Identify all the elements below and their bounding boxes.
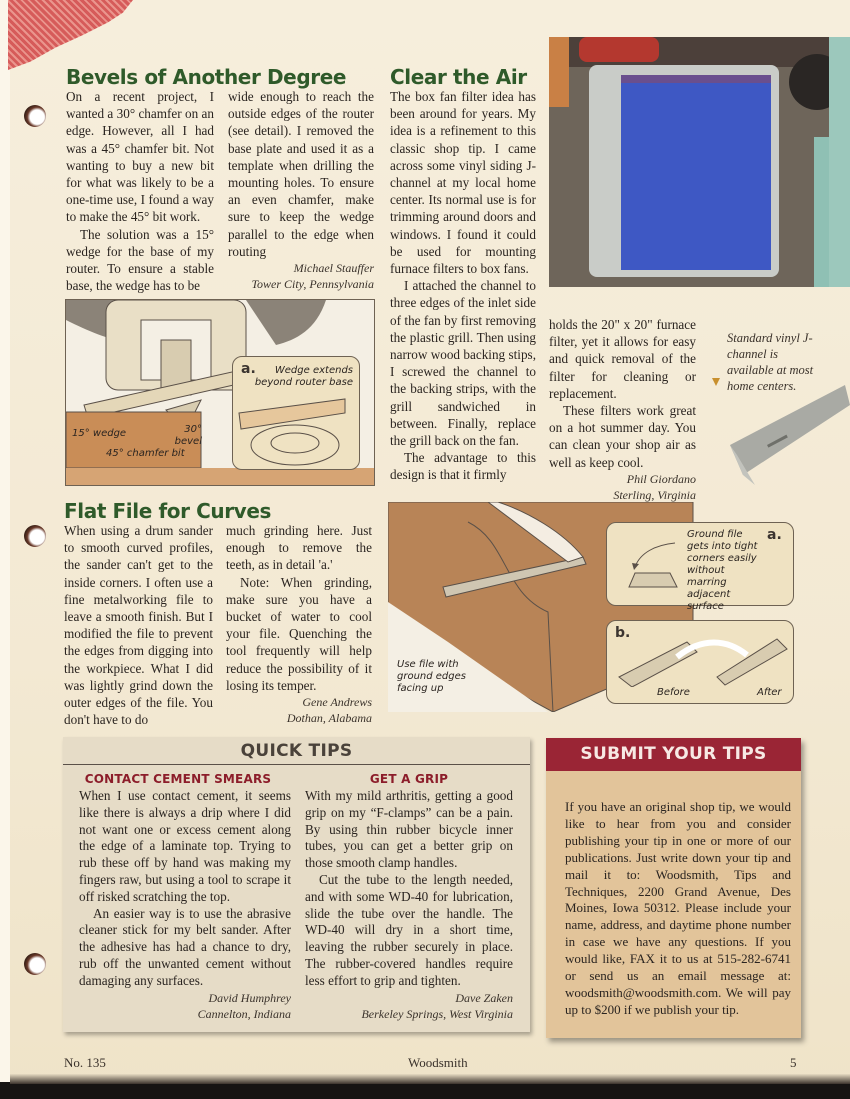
article-title-air: Clear the Air (390, 65, 527, 89)
label-30-bevel: 30° bevel (174, 424, 202, 447)
paragraph: An easier way is to use the abrasive cleaner stick for my belt sander. After the adhesive has had a chance to dry, rub off the unwanted cement without damaging any surfaces. (79, 905, 291, 988)
box-fan-image-icon (549, 37, 850, 287)
detail-letter: b. (615, 625, 631, 641)
bevels-column-1 (66, 88, 214, 294)
label-before: Before (657, 687, 690, 698)
detail-letter: a. (767, 527, 782, 543)
j-channel-photo (725, 375, 850, 490)
quick-tips-heading: QUICK TIPS (63, 737, 530, 765)
quick-tips-box (63, 737, 530, 1032)
page-edge (0, 0, 10, 1099)
detail-a-label: Ground file gets into tight corners easily without marring adjacent surface (687, 529, 758, 612)
label-15-wedge: 15° wedge (72, 428, 127, 439)
paragraph: holds the 20" x 20" furnace filter, yet it allows for easy and quick removal of the filter for cleaning or replacement. (549, 317, 696, 401)
file-column-2 (226, 522, 372, 726)
tip-title: GET A GRIP (369, 772, 449, 786)
paragraph: The solution was a 15° wedge for the base of my router. To ensure a stable base, the wedge has to be (66, 226, 214, 294)
paragraph: I attached the channel to three edges of the inlet side of the fan by first removing the plastic grill. Then using narrow wood backing stips, I screwed the channel to the backing strips, with the grill sandwiched in between. Finally, replace the grill back on the fan. (390, 278, 536, 449)
detail-letter: a. (241, 361, 256, 377)
article-title-bevels: Bevels of Another Degree (66, 65, 347, 89)
file-column-1 (64, 522, 213, 728)
page-number: 5 (790, 1055, 797, 1070)
label-45-chamfer-bit: 45° chamfer bit (106, 448, 185, 459)
paragraph: On a recent project, I wanted a 30° chamfer on an edge. However, all I had was a 45° chamfer bit. Not wanting to buy a new bit for what was likely to be a one-time use, I found a way to make the 45° bit work. (66, 89, 214, 225)
paragraph: These filters work great on a hot summer day. You can clean your shop air as well as keep cool. (549, 403, 696, 470)
label-use-file: Use file with ground edges facing up (397, 659, 466, 694)
router-base-drawing-icon (233, 357, 359, 469)
paragraph: When using a drum sander to smooth curved profiles, the sander can't get to the inside corners. I often use a fine metalworking file to leave a smooth finish. But I modified the file to prevent the edges from digging into the workpiece. What I did was lightly grind down the outer edges of the file. You don't have to do (64, 523, 213, 728)
author-location: Dothan, Alabama (286, 711, 372, 726)
paragraph: much grinding here. Just enough to remove the teeth, as in detail 'a.' (226, 523, 372, 573)
author-name: Michael Stauffer (293, 261, 374, 276)
j-channel-caption: Standard vinyl J-channel is available at most home centers. (727, 331, 814, 393)
author-name: Dave Zaken (455, 990, 513, 1005)
paragraph: With my mild arthritis, getting a good grip on my “F-clamps” can be a pain. By using thin rubber bicycle inner tubes, you can get a better grip on those smooth clamp handles. (305, 788, 513, 871)
router-wedge-illustration (65, 299, 375, 486)
paragraph: The advantage to this design is that it firmly (390, 450, 536, 483)
red-netting-decoration (8, 0, 133, 70)
author-name: David Humphrey (208, 990, 291, 1005)
paragraph: wide enough to reach the outside edges of the router (see detail). I removed the base plate and used it as a template when drilling the mounting holes. To ensure an even chamfer, make sure to keep the wedge parallel to the edge when routing (228, 89, 374, 259)
detail-a-box (606, 522, 794, 612)
ground-file-profile-icon (615, 533, 695, 603)
submit-tips-body: If you have an original shop tip, we would like to hear from you and consider publishing your tip in one or more of our publications. Just write down your tip and mail it to: Woodsmith, Tips and Techniques, 2200 Grand Avenue, Des Moines, Iowa 50312. Please include your name, address, and daytime phone number in case we have any questions. If you would like, FAX it to us at 515-282-6741 or send us an email message at: woodsmith@woodsmith.com. We will pay up to $200 if we publish your tip. (565, 799, 791, 1017)
issue-number: No. 135 (64, 1055, 106, 1070)
caption-marker-icon (712, 378, 720, 386)
tip-contact-cement (79, 788, 291, 1022)
author-location: Cannelton, Indiana (197, 1006, 291, 1021)
submit-tips-box (546, 738, 801, 1038)
label-after: After (757, 687, 782, 698)
article-title-file: Flat File for Curves (64, 499, 271, 523)
detail-label: Wedge extends beyond router base (254, 365, 353, 388)
magazine-name: Woodsmith (408, 1055, 468, 1070)
air-column-2 (549, 316, 696, 503)
author-location: Sterling, Virginia (613, 487, 696, 502)
file-illustration (388, 502, 796, 712)
submit-tips-heading: SUBMIT YOUR TIPS (546, 738, 801, 771)
tip-title: CONTACT CEMENT SMEARS (84, 772, 272, 786)
binder-hole-icon (24, 953, 46, 975)
page-bottom-edge (0, 1082, 850, 1099)
author-name: Gene Andrews (302, 695, 372, 710)
detail-b-box (606, 620, 794, 704)
file-before-after-drawing-icon (607, 627, 793, 687)
paragraph: When I use contact cement, it seems like there is always a drip where I did not want one or excess cement along the edge of a laminate top. Trying to rub these off by hand was making my fingers raw, but using a tool to scrape it off risked scratching the top. (79, 788, 291, 904)
bevels-column-2 (228, 88, 374, 292)
author-name: Phil Giordano (626, 471, 696, 486)
author-location: Tower City, Pennsylvania (251, 277, 374, 292)
air-column-1 (390, 88, 536, 484)
tip-get-a-grip (305, 788, 513, 1022)
paragraph: Note: When grinding, make sure you have a bucket of water to cool your file. Quenching the tool frequently will help reduce the possibility of it losing its temper. (226, 574, 372, 693)
box-fan-filter-photo (549, 37, 850, 287)
paragraph: The box fan filter idea has been around for years. My idea is a refinement to this classic shop tip. I came across some vinyl siding J-channel at my local home center. Its normal use is for trimming around doors and windows. I found it could be used for mounting furnace filters to box fans. (390, 89, 536, 277)
detail-a-box (232, 356, 360, 470)
binder-hole-icon (24, 525, 46, 547)
paragraph: Cut the tube to the length needed, and with some WD-40 for lubrication, slide the tube over the handle. The WD-40 will dry in a short time, leaving the rubber securely in place. The rubber-covered handles require less effort to grip and tighten. (305, 871, 513, 988)
binder-hole-icon (24, 105, 46, 127)
author-location: Berkeley Springs, West Virginia (361, 1006, 513, 1021)
